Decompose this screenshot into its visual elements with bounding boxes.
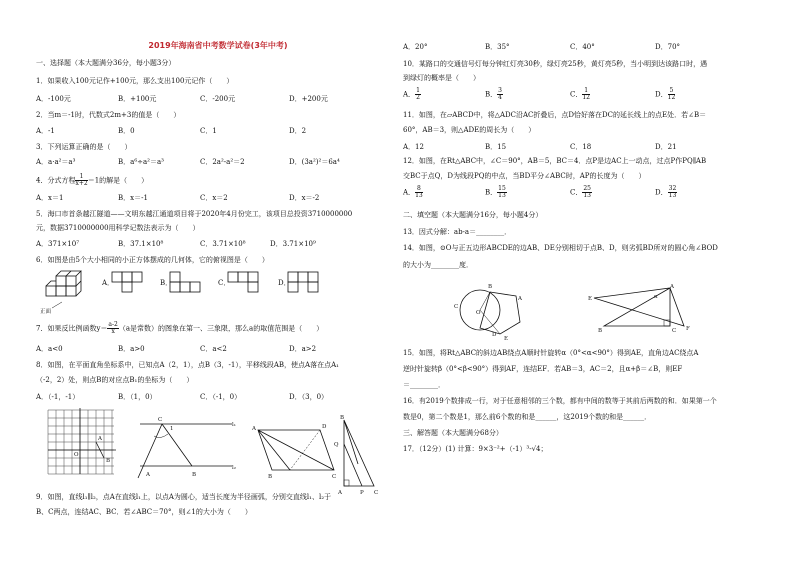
- q5-option-b: B．37.1×10⁸: [118, 240, 164, 248]
- svg-text:l₁: l₁: [232, 422, 236, 428]
- section-answer-heading: 三、解答题（本大题满分68分）: [403, 429, 503, 437]
- q14-circle-pentagon-figure: [452, 278, 532, 340]
- q2-option-a: A．-1: [36, 127, 55, 135]
- q3-option-b: B．a⁶÷a²＝a³: [118, 158, 164, 166]
- svg-text:C: C: [158, 417, 163, 423]
- q4-option-b: B．x＝-1: [118, 194, 148, 202]
- q11-option-c: C．18: [570, 143, 592, 151]
- q6-option-a: A．: [102, 279, 115, 287]
- svg-text:A: A: [670, 284, 674, 290]
- question-17: 17．（12分）(1) 计算：9×3⁻²+（-1）³-√4；: [403, 445, 548, 453]
- q11-option-a: A．12: [403, 143, 424, 151]
- svg-text:O: O: [74, 452, 79, 458]
- question-16-line1: 16．有2019个数排成一行，对于任意相邻的三个数，都有中间的数等于其前后两数的和．如果第一个: [403, 397, 717, 405]
- q8-option-c: C．（-1，0）: [200, 393, 242, 401]
- q6-option-c-figure: [228, 272, 268, 298]
- q12-option-b: B． $\frac{15}{13}$: [485, 185, 506, 199]
- q5-option-a: A．371×10⁷: [36, 240, 79, 248]
- q11-option-b: B．15: [485, 143, 507, 151]
- svg-text:B: B: [340, 415, 345, 421]
- q9-option-c: C．40°: [570, 43, 595, 51]
- svg-text:B: B: [598, 328, 603, 334]
- q9-option-a: A．20°: [403, 43, 428, 51]
- question-9-line1: 9．如图，直线l₁∥l₂，点A在直线l₁上，以点A为圆心，适当长度为半径画弧，分别交直线l₁、l₂于: [36, 493, 332, 501]
- svg-text:D: D: [492, 332, 497, 338]
- q2-option-c: C．1: [200, 127, 217, 135]
- q8-option-d: D．（3，0）: [289, 393, 329, 401]
- q6-option-c: C．: [218, 279, 231, 287]
- svg-text:C: C: [332, 474, 337, 480]
- question-9-line2: B、C两点，连结AC、BC．若∠ABC＝70°，则∠1的大小为（ ）: [36, 508, 252, 516]
- q3-option-a: A．a·a²＝a³: [36, 158, 76, 166]
- section-fill-heading: 二、填空题（本大题满分16分，每小题4分）: [403, 211, 543, 219]
- q11-option-d: D．21: [655, 143, 677, 151]
- q10-option-a: A． $\frac{1}{2}$: [403, 87, 420, 101]
- q1-option-b: B．+100元: [118, 95, 157, 103]
- question-10-line1: 10．某路口的交通信号灯每分钟红灯亮30秒，绿灯亮25秒，黄灯亮5秒，当小明到达该路口时，遇: [403, 60, 708, 68]
- svg-text:F: F: [686, 326, 690, 332]
- q12-option-d: D． $\frac{32}{13}$: [655, 185, 677, 199]
- svg-text:1: 1: [170, 426, 174, 432]
- svg-text:D: D: [322, 424, 327, 430]
- q6-option-a-figure: [112, 272, 152, 298]
- q6-option-d-figure: [288, 272, 328, 298]
- q6-front-label: 正面: [40, 309, 52, 315]
- question-2: 2．当m＝-1时，代数式2m+3的值是（ ）: [36, 111, 181, 119]
- svg-text:B: B: [268, 474, 273, 480]
- svg-text:Q: Q: [334, 442, 339, 448]
- question-8-line1: 8．如图，在平面直角坐标系中，已知点A（2，1），点B（3，-1），平移线段AB，使点A落在点A₁: [36, 361, 339, 369]
- q7-option-d: D．a>2: [289, 345, 317, 353]
- question-15-line2: 逆时针旋转β（0°<β<90°）得到AF，连结EF．若AB＝3，AC＝2，且α+β＝∠B，则EF: [403, 365, 683, 373]
- q15-rotation-figure: [588, 284, 698, 336]
- q10-option-d: D． $\frac{5}{12}$: [655, 87, 676, 101]
- question-5-line1: 5．海口市首条越江隧道——文明东越江通道项目将于2020年4月份完工，该项目总投资3710000000: [36, 210, 353, 218]
- svg-text:A: A: [518, 296, 522, 302]
- question-1: 1．如果收入100元记作+100元，那么支出100元记作（ ）: [36, 77, 234, 85]
- question-6: 6．如图是由5个大小相同的小正方体摆成的几何体，它的俯视图是（ ）: [36, 256, 269, 264]
- q8-grid-figure: [48, 410, 118, 482]
- q4-option-c: C．x＝2: [200, 194, 228, 202]
- svg-text:P: P: [360, 490, 364, 496]
- question-13: 13．因式分解：ab-a＝________．: [403, 228, 512, 236]
- q3-option-d: D．(3a²)²＝6a⁴: [289, 158, 340, 166]
- svg-text:A: A: [146, 472, 150, 478]
- q9-option-b: B．35°: [485, 43, 510, 51]
- question-12-line2: 交BC于点Q，D为线段PQ的中点，当BD平分∠ABC时，AP的长度为（ ）: [403, 172, 646, 180]
- question-14-line2: 的大小为________度．: [403, 261, 473, 269]
- svg-text:E: E: [588, 296, 593, 302]
- q2-option-b: B．0: [118, 127, 135, 135]
- question-8-line2: （-2，2）处，则点B的对应点B₁的坐标为（ ）: [36, 376, 194, 384]
- q12-option-a: A． $\frac{8}{13}$: [403, 185, 423, 199]
- question-10-line2: 到绿灯的概率是（ ）: [403, 74, 480, 82]
- question-4: 4．分式方程 $\frac{1}{x+2}$ ＝1的解是（ ）: [36, 173, 149, 187]
- q6-cubes-figure: [42, 268, 102, 316]
- q7-option-a: A．a<0: [36, 345, 63, 353]
- q1-option-a: A．-100元: [36, 95, 71, 103]
- q10-option-c: C． $\frac{1}{12}$: [570, 87, 590, 101]
- q12-option-c: C． $\frac{25}{13}$: [570, 185, 591, 199]
- svg-text:C: C: [672, 328, 677, 334]
- svg-text:A: A: [252, 426, 256, 432]
- q7-option-c: C．a<2: [200, 345, 227, 353]
- svg-text:B: B: [106, 458, 111, 464]
- q5-option-d: D．3.71×10⁹: [270, 240, 316, 248]
- question-5-line2: 元，数据3710000000用科学记数法表示为（ ）: [36, 224, 200, 232]
- question-14-line1: 14．如图，⊙O与正五边形ABCDE的边AB、DE分别相切于点B、D，则劣弧BD所对的圆心角∠BOD: [403, 244, 718, 252]
- question-15-line1: 15．如图，将Rt△ABC的斜边AB绕点A顺时针旋转α（0°<α<90°）得到AE，直角边AC绕点A: [403, 349, 699, 357]
- svg-text:O: O: [476, 310, 481, 316]
- question-7: 7．如果反比例函数y＝ $\frac{a-2}{x}$ （a是常数）的图象在第一、三象限，那么a的取值范围是（ ）: [36, 321, 324, 335]
- q4-fraction: $\frac{1}{x+2}$: [75, 173, 88, 187]
- q8-option-b: B．（1，0）: [118, 393, 157, 401]
- svg-text:B: B: [488, 284, 493, 290]
- svg-text:A: A: [338, 490, 342, 496]
- svg-text:A: A: [98, 436, 102, 442]
- question-3: 3．下列运算正确的是（ ）: [36, 143, 132, 151]
- q6-option-b-figure: [170, 272, 210, 298]
- question-12-line1: 12．如图，在Rt△ABC中，∠C＝90°，AB＝5，BC＝4．点P是边AC上一动点，过点P作PQ∥AB: [403, 157, 707, 165]
- question-16-line2: 数是0，第二个数是1，那么前6个数的和是______，这2019个数的和是______．: [403, 413, 652, 421]
- q8-option-a: A．（-1，-1）: [36, 393, 80, 401]
- q9-option-d: D．70°: [655, 43, 681, 51]
- q6-option-b: B．: [160, 279, 173, 287]
- q7-option-b: B．a>0: [118, 345, 145, 353]
- svg-text:C: C: [374, 490, 379, 496]
- q11-parallelogram-figure: [250, 418, 340, 482]
- svg-text:l₂: l₂: [232, 465, 236, 471]
- q10-option-b: B． $\frac{3}{4}$: [485, 87, 502, 101]
- q4-option-d: D．x＝-2: [289, 194, 320, 202]
- section-choice-heading: 一、选择题（本大题满分36分，每小题3分）: [36, 59, 176, 67]
- question-11-line1: 11．如图，在▱ABCD中，将△ADC沿AC折叠后，点D恰好落在DC的延长线上的点E处．若∠B＝: [403, 111, 707, 119]
- q6-option-d: D．: [278, 279, 291, 287]
- question-11-line2: 60°，AB＝3，则△ADE的周长为（ ）: [403, 126, 536, 134]
- svg-text:B: B: [192, 472, 197, 478]
- svg-text:C: C: [454, 304, 459, 310]
- q3-option-c: C．2a²-a²＝2: [200, 158, 245, 166]
- question-15-line3: ＝________．: [403, 381, 445, 389]
- q9-parallel-lines-figure: [140, 416, 240, 482]
- svg-text:α: α: [654, 294, 658, 300]
- page-title: 2019年海南省中考数学试卷(3年中考): [148, 41, 288, 50]
- q7-fraction: $\frac{a-2}{x}$: [108, 321, 118, 335]
- q4-option-a: A．x＝1: [36, 194, 64, 202]
- q2-option-d: D．2: [289, 127, 307, 135]
- q1-option-c: C．-200元: [200, 95, 236, 103]
- q5-option-c: C．3.71×10⁸: [200, 240, 246, 248]
- svg-text:E: E: [504, 336, 509, 342]
- q1-option-d: D．+200元: [289, 95, 328, 103]
- q12-right-triangle-figure: [336, 414, 386, 494]
